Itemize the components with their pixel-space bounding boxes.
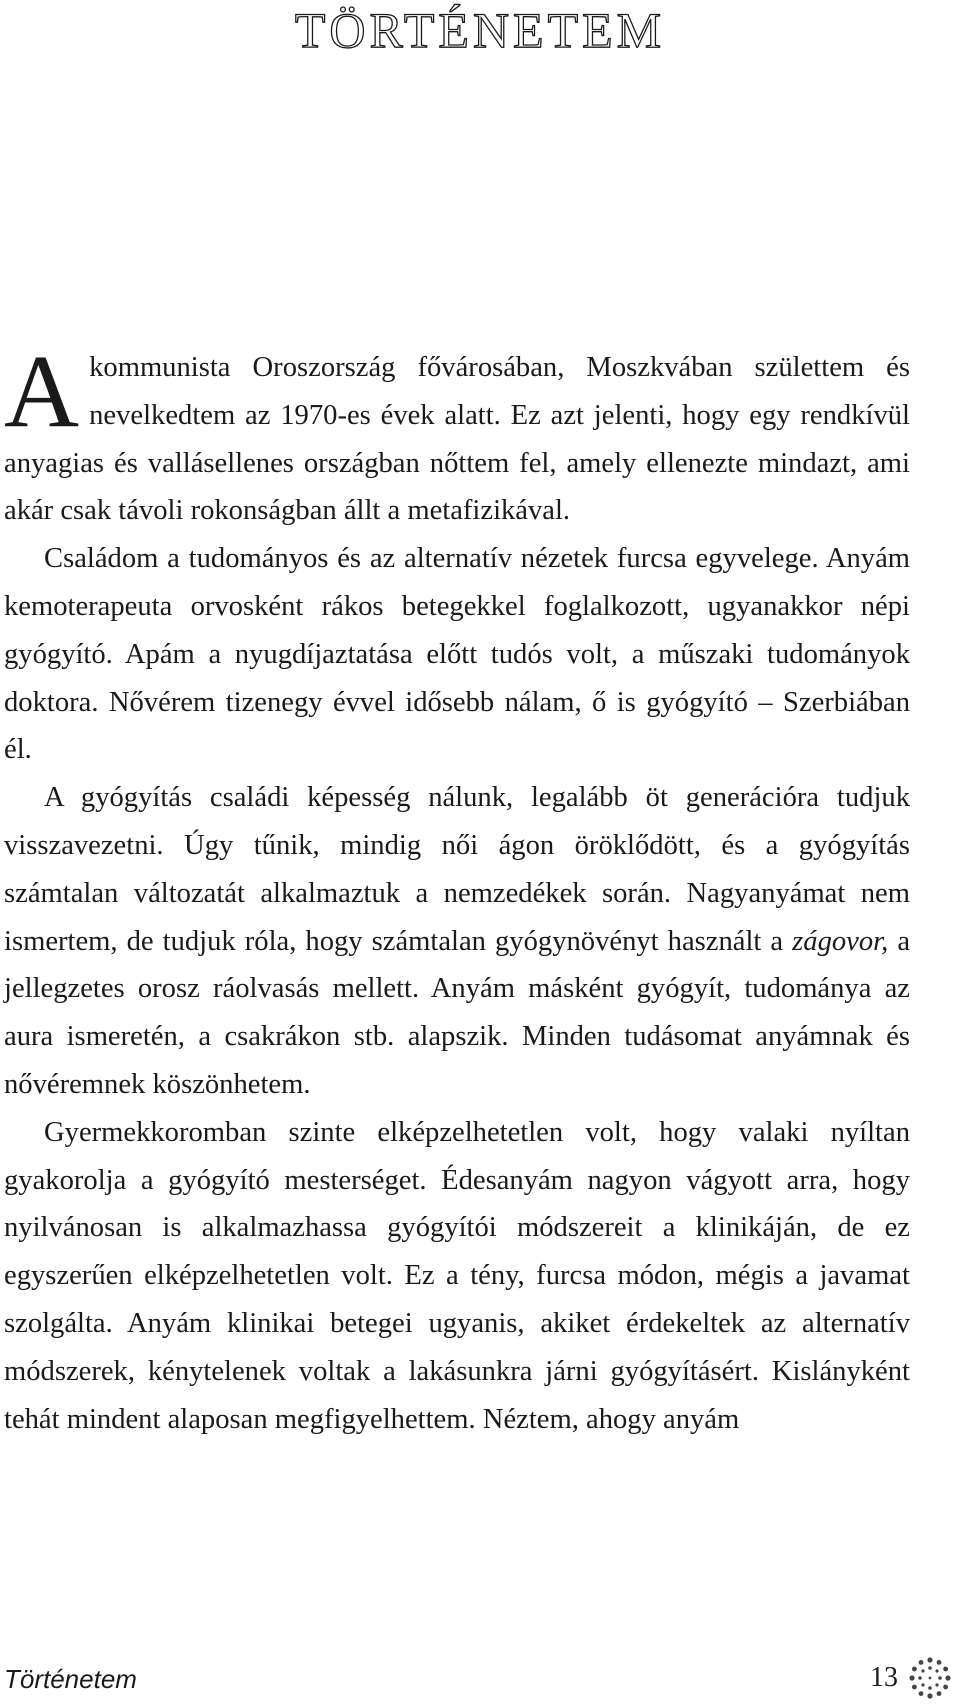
running-head: Történetem bbox=[4, 1664, 137, 1694]
paragraph-1-text: kommunista Oroszország fővárosában, Moszkvában születtem és nevelkedtem az 1970-es évek alatt. Ez azt jelenti, hogy egy rendkívül anyagias és vallásellenes országban nőttem fel, amely ellenezte mindazt, ami akár csak távoli rokonságban állt a metafizikával. bbox=[4, 352, 910, 527]
drop-cap: A bbox=[4, 334, 80, 449]
page-number: 13 bbox=[870, 1662, 898, 1693]
page-footer bbox=[0, 1664, 960, 1704]
paragraph-3 bbox=[4, 774, 910, 1109]
paragraph-4: Gyermekkoromban szinte elképzelhetetlen volt, hogy valaki nyíltan gyakorolja a gyógyító mesterséget. Édesanyám nagyon vágyott arra, hogy nyilvánosan is alkalmazhassa gyógyítói módszereit a klinikáján, de ez egyszerűen elképzelhetetlen volt. Ez a tény, furcsa módon, mégis a javamat szolgálta. Anyám klinikai betegei ugyanis, akiket érdekeltek az alternatív módszerek, kénytelenek voltak a lakásunkra járni gyógyításért. Kislányként tehát mindent alaposan megfigyelhettem. Néztem, ahogy anyám bbox=[4, 1116, 910, 1435]
chapter-title: TÖRTÉNETEM bbox=[294, 2, 666, 58]
paragraph-1 bbox=[4, 334, 910, 535]
paragraph-2: Családom a tudományos és az alternatív nézetek furcsa egyvelege. Anyám kemoterapeuta orvosként rákos betegekkel foglalkozott, ugyanakkor népi gyógyító. Apám a nyugdíjaztatása előtt tudós volt, a műszaki tudományok doktora. Nővérem tizenegy évvel idősebb nálam, ő is gyógyító – Szerbiában él. bbox=[4, 543, 910, 766]
italic-term: zágovor, bbox=[792, 925, 889, 957]
body-text bbox=[4, 334, 911, 1443]
dotted-circle-ornament-icon bbox=[908, 1656, 952, 1700]
paragraph-3-text: A gyógyítás családi képesség nálunk, legalább öt generációra tudjuk visszavezetni. Úgy tűnik, mindig női ágon öröklődött, és a gyógyítás számtalan változatát alkalmaztuk a nemzedékek során. Nagyanyámat nem ismertem, de tudjuk róla, hogy számtalan gyógynövényt használt a bbox=[4, 782, 910, 957]
paragraph-3-tail: a jellegzetes orosz ráolvasás mellett. Anyám másként gyógyít, tudománya az aura ismeretén, a csakrákon stb. alapszik. Minden tudásomat anyámnak és nővéremnek köszönhetem. bbox=[4, 925, 911, 1100]
